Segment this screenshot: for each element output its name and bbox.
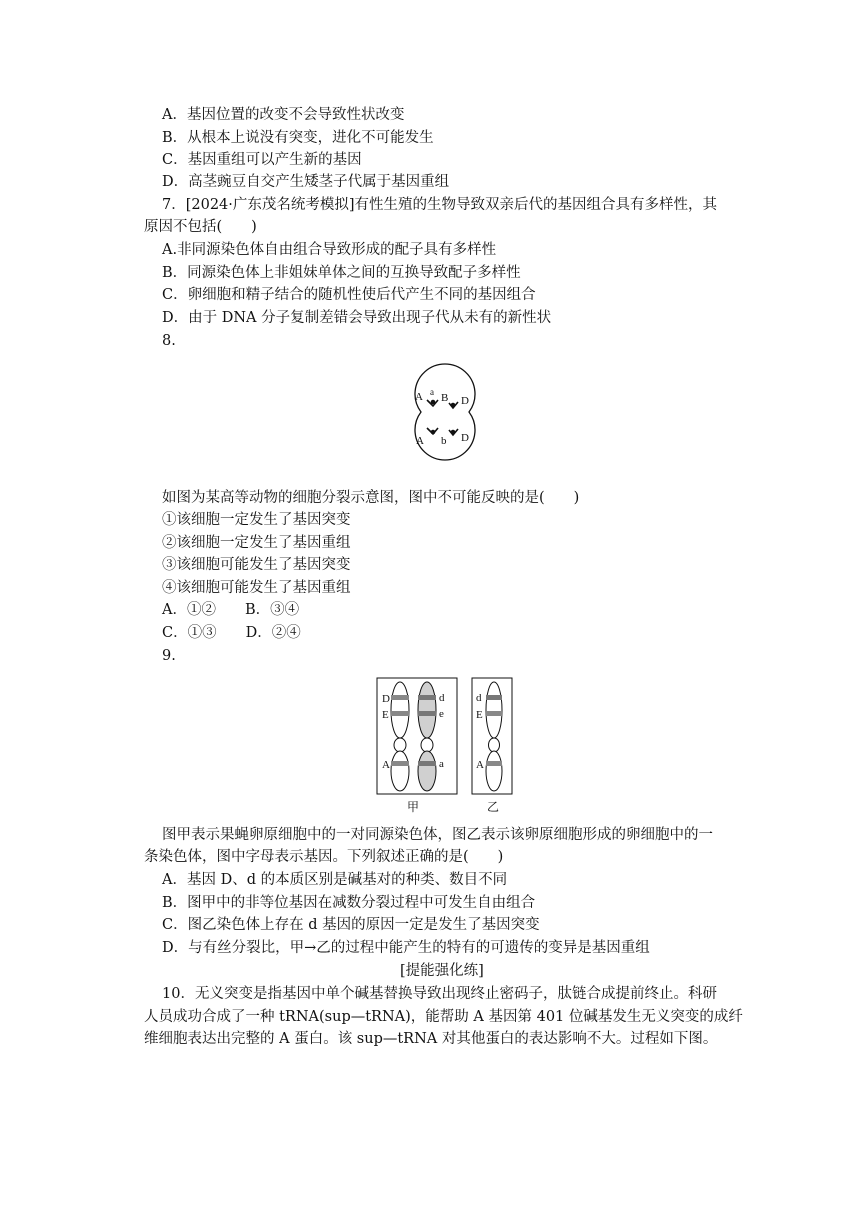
q8-options-row2: C．①③ D．②④ [162,625,301,641]
q9-stem-line1: 图甲表示果蝇卵原细胞中的一对同源染色体，图乙表示该卵原细胞形成的卵细胞中的一 [162,827,713,843]
q9-option-b: B．图甲中的非等位基因在减数分裂过程中可发生自由组合 [162,895,536,911]
label-top-b: B [441,392,449,404]
label-top-a-upper: A [415,391,423,403]
jia-label-a-upper: A [382,759,390,771]
yi-label-d: d [476,692,482,704]
q9-option-d: D．与有丝分裂比，甲→乙的过程中能产生的特有的可遗传的变异是基因重组 [162,940,650,956]
label-bottom-d: D [461,432,469,444]
section-title: [提能强化练] [400,963,484,979]
q6-option-a: A．基因位置的改变不会导致性状改变 [162,107,405,123]
q7-option-d: D．由于 DNA 分子复制差错会导致出现子代从未有的新性状 [162,310,552,326]
label-bottom-b: b [441,435,447,447]
label-bottom-a: A [416,435,424,447]
q9-number: 9. [162,648,176,664]
label-top-d: D [461,395,469,407]
caption-yi: 乙 [487,800,500,814]
yi-label-a: A [476,759,484,771]
q7-stem-line2: 原因不包括( ) [144,219,257,235]
jia-label-d-upper: D [382,693,390,705]
q8-statement-2: ②该细胞一定发生了基因重组 [162,535,351,551]
q8-options-row1: A．①② B．③④ [162,602,300,618]
yi-label-e: E [476,709,483,721]
jia-label-e-upper: E [382,709,389,721]
chromosome-figure [372,673,517,818]
q10-line2: 人员成功合成了一种 tRNA(sup—tRNA)，能帮助 A 基因第 401 位碱基发生无义突变的成纤 [144,1009,743,1025]
q7-option-a: A.非同源染色体自由组合导致形成的配子具有多样性 [162,242,497,258]
q8-statement-4: ④该细胞可能发生了基因重组 [162,580,351,596]
label-top-a-lower: a [430,387,434,397]
q10-line3: 维细胞表达出完整的 A 蛋白。该 sup—tRNA 对其他蛋白的表达影响不大。过程如下图。 [144,1031,718,1047]
q8-stem: 如图为某高等动物的细胞分裂示意图，图中不可能反映的是( ) [162,490,580,506]
q7-option-b: B．同源染色体上非姐妹单体之间的互换导致配子多样性 [162,265,521,281]
q10-line1: 10．无义突变是指基因中单个碱基替换导致出现终止密码子，肽链合成提前终止。科研 [162,986,717,1002]
q8-statement-3: ③该细胞可能发生了基因突变 [162,557,351,573]
cell-division-figure [405,360,485,472]
q6-option-c: C．基因重组可以产生新的基因 [162,152,362,168]
jia-label-a-lower: a [439,758,444,770]
jia-label-e-lower: e [439,708,444,720]
jia-label-d-lower: d [439,692,445,704]
q6-option-b: B．从根本上说没有突变，进化不可能发生 [162,130,434,146]
q9-option-c: C．图乙染色体上存在 d 基因的原因一定是发生了基因突变 [162,917,540,933]
q9-option-a: A．基因 D、d 的本质区别是碱基对的种类、数目不同 [162,872,508,888]
q6-option-d: D．高茎豌豆自交产生矮茎子代属于基因重组 [162,174,450,190]
q8-statement-1: ①该细胞一定发生了基因突变 [162,512,351,528]
q8-number: 8. [162,333,176,349]
q7-stem-line1: 7．[2024·广东茂名统考模拟]有性生殖的生物导致双亲后代的基因组合具有多样性，其 [162,197,718,213]
q9-stem-line2: 条染色体，图中字母表示基因。下列叙述正确的是( ) [144,849,504,865]
q7-option-c: C．卵细胞和精子结合的随机性使后代产生不同的基因组合 [162,287,536,303]
caption-jia: 甲 [407,800,420,814]
